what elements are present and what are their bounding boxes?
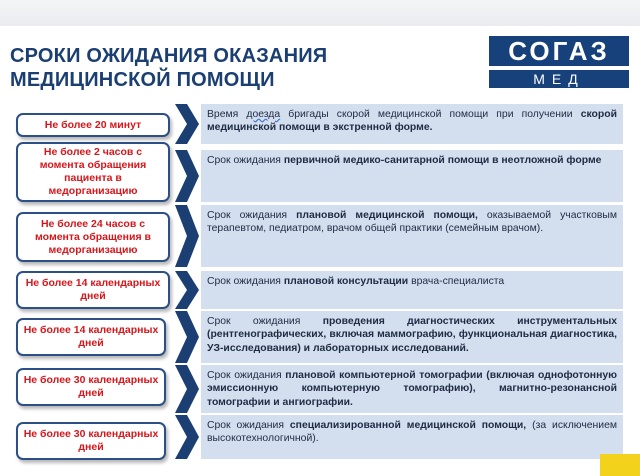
desc-bold-text: плановой медицинской помощи, xyxy=(296,210,478,221)
page-title xyxy=(10,44,370,92)
desc-bold-text: специализированной медицинской помощи, xyxy=(289,420,527,431)
chevron-right-icon xyxy=(171,365,201,413)
chevron-right-icon xyxy=(171,205,201,267)
desc-text: Срок ожидания xyxy=(207,420,290,431)
desc-text: (за исключением высокотехнологичной). xyxy=(207,420,617,445)
desc-text: врача-специалиста xyxy=(408,276,505,287)
desc-bold-text: первичной медико-санитарной помощи в неотложной форме xyxy=(283,155,602,166)
logo-bottom-text: МЕД xyxy=(489,70,629,88)
wait-time-label: Не более 20 минут xyxy=(16,113,170,137)
wait-time-description xyxy=(201,311,623,363)
chevron-right-icon xyxy=(171,104,201,144)
wait-time-description xyxy=(201,415,623,459)
desc-text: Срок ожидания xyxy=(207,276,284,287)
chevron-right-icon xyxy=(171,311,201,363)
desc-bold-text: скорой медицинской помощи в экстренной форме. xyxy=(207,109,617,134)
wait-time-label: Не более 30 календарных дней xyxy=(16,422,166,460)
page-title-line-2: МЕДИЦИНСКОЙ ПОМОЩИ xyxy=(10,69,275,91)
desc-text: оказываемой участковым терапевтом, педиатром, врачом общей практики (семейным врачом). xyxy=(207,210,618,235)
wait-time-description xyxy=(201,104,623,144)
wait-time-label: Не более 14 календарных дней xyxy=(16,271,170,309)
chevron-right-icon xyxy=(171,150,201,202)
wait-time-label: Не более 14 календарных дней xyxy=(16,318,166,356)
corner-accent xyxy=(600,454,640,476)
header-stripe xyxy=(0,0,640,26)
wait-time-description xyxy=(201,365,623,413)
desc-bold-text: плановой компьютерной томографии (включая однофотонную эмиссионную компьютерную томографию), магнитно-резонансной томографии и ангиографии. xyxy=(207,370,617,408)
desc-text: Срок ожидания xyxy=(207,316,323,327)
desc-text: Время xyxy=(207,109,247,120)
wait-time-description xyxy=(201,205,623,267)
desc-text: бригады скорой медицинской помощи при получении xyxy=(280,109,581,120)
desc-text: Срок ожидания xyxy=(207,210,297,221)
wait-time-description xyxy=(201,271,623,309)
logo-top-text: СОГАЗ xyxy=(489,36,629,66)
desc-bold-text: проведения диагностических инструментальных (рентгенографических, включая маммографию, функциональная диагностика, УЗ-исследования) и лабораторных исследований. xyxy=(207,316,617,354)
wait-time-label: Не более 30 календарных дней xyxy=(16,368,166,406)
chevron-right-icon xyxy=(171,271,201,309)
sogaz-med-logo xyxy=(489,36,629,88)
desc-bold-text: плановой консультации xyxy=(283,276,409,287)
wait-time-label: Не более 24 часов с момента обращения в медорганизацию xyxy=(16,212,170,262)
page-title-line-1: СРОКИ ОЖИДАНИЯ ОКАЗАНИЯ xyxy=(10,45,328,67)
wait-time-label: Не более 2 часов с момента обращения пациента в медорганизацию xyxy=(16,142,170,202)
desc-text: Срок ожидания xyxy=(207,370,286,381)
desc-text: доезда xyxy=(246,109,281,120)
chevron-right-icon xyxy=(171,415,201,459)
wait-time-description xyxy=(201,150,623,202)
desc-text: Срок ожидания xyxy=(207,155,284,166)
